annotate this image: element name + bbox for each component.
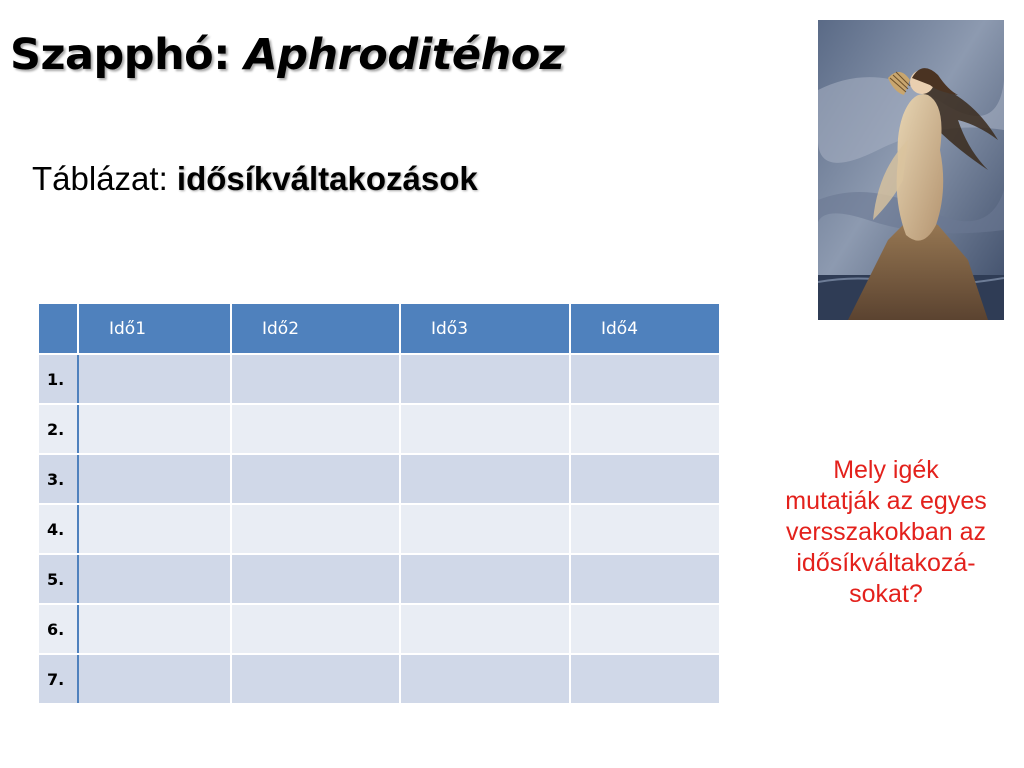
title-main: Szapphó: (10, 30, 230, 80)
table-cell[interactable] (231, 354, 400, 404)
table-cell[interactable] (570, 404, 720, 454)
row-label: 1. (38, 354, 78, 404)
header-cell-corner (38, 303, 78, 354)
question-line: idősíkváltakozá- (796, 549, 976, 577)
slide-title (10, 30, 564, 80)
table-cell[interactable] (78, 604, 231, 654)
table-cell[interactable] (400, 504, 570, 554)
header-cell-ido3: Idő3 (400, 303, 570, 354)
header-cell-ido4: Idő4 (570, 303, 720, 354)
table-cell[interactable] (231, 454, 400, 504)
question-text (752, 455, 1020, 610)
table-row (38, 504, 720, 554)
table-cell[interactable] (231, 654, 400, 704)
title-italic: Aphroditéhoz (244, 30, 565, 80)
sappho-painting (818, 20, 1004, 320)
table-row (38, 554, 720, 604)
table-row (38, 454, 720, 504)
table-cell[interactable] (78, 354, 231, 404)
header-cell-ido2: Idő2 (231, 303, 400, 354)
row-label: 3. (38, 454, 78, 504)
question-line: versszakokban az (785, 518, 987, 546)
table-cell[interactable] (78, 404, 231, 454)
row-label: 4. (38, 504, 78, 554)
table-cell[interactable] (78, 554, 231, 604)
table-cell[interactable] (400, 404, 570, 454)
header-cell-ido1: Idő1 (78, 303, 231, 354)
subtitle-prefix: Táblázat: (32, 160, 168, 197)
table-cell[interactable] (400, 654, 570, 704)
time-shift-table (37, 302, 721, 705)
subtitle-emphasis: idősíkváltakozások (176, 160, 478, 197)
table-cell[interactable] (400, 604, 570, 654)
table-row (38, 654, 720, 704)
row-label: 2. (38, 404, 78, 454)
table-cell[interactable] (400, 454, 570, 504)
table-cell[interactable] (570, 354, 720, 404)
table-cell[interactable] (570, 504, 720, 554)
painting-svg (818, 20, 1004, 320)
row-label: 6. (38, 604, 78, 654)
table-cell[interactable] (570, 454, 720, 504)
table-cell[interactable] (231, 504, 400, 554)
table-cell[interactable] (78, 504, 231, 554)
table-row (38, 604, 720, 654)
table-cell[interactable] (231, 604, 400, 654)
table-row (38, 354, 720, 404)
row-label: 7. (38, 654, 78, 704)
table-header-row (38, 303, 720, 354)
table-cell[interactable] (570, 604, 720, 654)
question-line: Mely igék (833, 456, 939, 484)
table-cell[interactable] (231, 404, 400, 454)
question-line: mutatják az egyes (785, 487, 987, 515)
table-cell[interactable] (78, 654, 231, 704)
table-row (38, 404, 720, 454)
slide-subtitle (32, 160, 478, 198)
table-cell[interactable] (570, 654, 720, 704)
row-label: 5. (38, 554, 78, 604)
question-line: sokat? (849, 580, 923, 608)
table-cell[interactable] (570, 554, 720, 604)
table-cell[interactable] (231, 554, 400, 604)
table-cell[interactable] (78, 454, 231, 504)
table-cell[interactable] (400, 354, 570, 404)
table-cell[interactable] (400, 554, 570, 604)
